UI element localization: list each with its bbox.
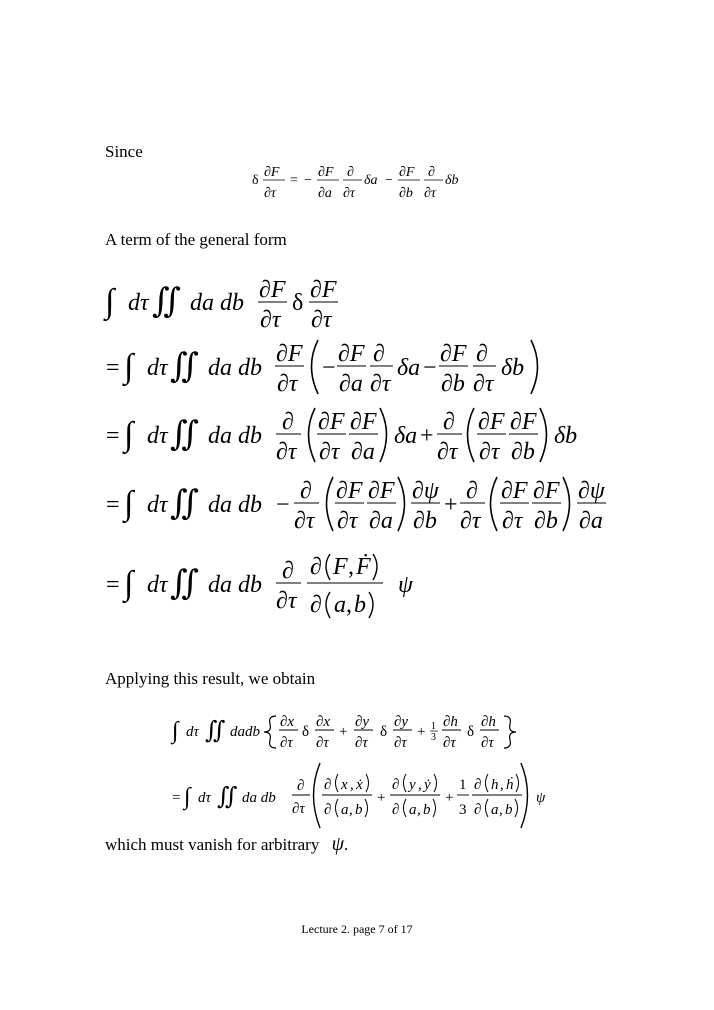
svg-text:a: a [341, 802, 349, 818]
svg-text:∂τ: ∂τ [355, 735, 368, 751]
equation-variation [0, 160, 714, 210]
svg-text:∂: ∂ [282, 409, 294, 435]
svg-text:∂τ: ∂τ [424, 186, 436, 201]
svg-text:∂τ: ∂τ [370, 371, 391, 397]
svg-text:−: − [276, 492, 290, 518]
svg-text:∂: ∂ [297, 778, 305, 794]
derivation-line-2 [106, 340, 538, 397]
svg-text:dτ: dτ [186, 724, 199, 740]
svg-text:a: a [491, 802, 499, 818]
svg-text:a: a [334, 592, 346, 618]
svg-text:∂: ∂ [310, 592, 322, 618]
svg-text:∂τ: ∂τ [316, 735, 329, 751]
svg-text:∬: ∬ [170, 348, 199, 385]
svg-text:∂F: ∂F [336, 478, 363, 504]
equation-derivation [0, 262, 714, 642]
svg-text:∂ψ: ∂ψ [412, 478, 439, 504]
svg-text:da db: da db [208, 572, 262, 598]
since-text: Since [105, 142, 143, 161]
svg-text:∂b: ∂b [534, 508, 558, 534]
svg-text:∂a: ∂a [318, 186, 332, 201]
svg-text:∂F: ∂F [276, 341, 303, 367]
svg-text:da db: da db [208, 355, 262, 381]
svg-text:∫: ∫ [184, 784, 191, 810]
svg-text:∂b: ∂b [441, 371, 465, 397]
svg-text:∂: ∂ [373, 341, 385, 367]
svg-text:∂F: ∂F [318, 165, 334, 180]
svg-text:∂τ: ∂τ [311, 307, 332, 333]
equation-result [0, 700, 714, 840]
svg-text:=: = [106, 423, 120, 449]
svg-text:∂τ: ∂τ [394, 735, 407, 751]
svg-text:+: + [445, 790, 454, 806]
svg-text:∫: ∫ [172, 718, 179, 744]
svg-text:∂τ: ∂τ [443, 735, 456, 751]
svg-text:b: b [505, 802, 513, 818]
svg-text:∬: ∬ [152, 283, 181, 320]
svg-text:∂F: ∂F [338, 341, 365, 367]
svg-text:ψ: ψ [536, 790, 546, 806]
svg-text:∂τ: ∂τ [277, 371, 298, 397]
svg-text:1: 1 [431, 721, 436, 732]
svg-text:,: , [418, 777, 422, 793]
derivation-line-3 [106, 408, 577, 465]
svg-text:δ: δ [302, 724, 310, 740]
svg-text:∂τ: ∂τ [319, 439, 340, 465]
svg-text:da db: da db [208, 423, 262, 449]
svg-text:∂F: ∂F [350, 409, 377, 435]
result-line-2 [172, 763, 546, 828]
svg-text:∫: ∫ [105, 283, 115, 320]
svg-text:b: b [355, 802, 363, 818]
svg-text:∬: ∬ [170, 485, 199, 522]
svg-text:=: = [106, 355, 120, 381]
svg-text:∂b: ∂b [413, 508, 437, 534]
svg-text:∫: ∫ [124, 565, 134, 602]
derivation-line-1 [103, 277, 338, 333]
svg-text:x: x [341, 777, 348, 793]
svg-text:∬: ∬ [205, 718, 226, 744]
svg-text:∂τ: ∂τ [343, 186, 355, 201]
svg-text:∂x: ∂x [280, 714, 295, 730]
svg-text:∫: ∫ [124, 348, 134, 385]
svg-text:∂F: ∂F [440, 341, 467, 367]
derivation-line-5 [106, 554, 414, 618]
svg-text:da db: da db [190, 290, 244, 316]
svg-text:∂τ: ∂τ [337, 508, 358, 534]
applying-text: Applying this result, we obtain [105, 669, 316, 688]
svg-text:δa: δa [397, 355, 421, 381]
svg-text:∂F: ∂F [510, 409, 537, 435]
svg-text:∂: ∂ [392, 777, 400, 793]
svg-text:∂: ∂ [347, 165, 354, 180]
term-intro-text: A term of the general form [105, 230, 287, 249]
svg-text:∬: ∬ [170, 565, 199, 602]
svg-text:∂: ∂ [443, 409, 455, 435]
svg-text:+: + [339, 724, 348, 740]
svg-text:dτ: dτ [147, 572, 168, 598]
svg-text:∂τ: ∂τ [502, 508, 523, 534]
svg-text:a: a [409, 802, 417, 818]
svg-text:∂F: ∂F [501, 478, 528, 504]
svg-text:∂τ: ∂τ [437, 439, 458, 465]
svg-text:∂: ∂ [310, 554, 322, 580]
svg-text:dτ: dτ [198, 790, 211, 806]
svg-text:δ: δ [380, 724, 388, 740]
svg-text:dτ: dτ [147, 492, 168, 518]
svg-text:=: = [290, 173, 298, 188]
svg-text:δb: δb [554, 423, 578, 449]
svg-text:dτ: dτ [147, 355, 168, 381]
svg-text:+: + [417, 724, 426, 740]
svg-text:∂τ: ∂τ [276, 588, 297, 614]
svg-text:∂y: ∂y [394, 714, 409, 730]
svg-text:dτ: dτ [128, 290, 149, 316]
svg-text:−: − [385, 173, 393, 188]
svg-text:∂F: ∂F [310, 277, 337, 303]
svg-text:h: h [491, 777, 499, 793]
svg-text:∂F: ∂F [533, 478, 560, 504]
svg-text:∂x: ∂x [316, 714, 331, 730]
svg-text:∂τ: ∂τ [260, 307, 281, 333]
svg-text:∂b: ∂b [511, 439, 535, 465]
svg-text:∂τ: ∂τ [280, 735, 293, 751]
svg-text:−: − [304, 173, 312, 188]
svg-text:∂h: ∂h [481, 714, 496, 730]
svg-text:δ: δ [467, 724, 475, 740]
svg-text:∂a: ∂a [369, 508, 393, 534]
svg-text:∂ψ: ∂ψ [578, 478, 605, 504]
svg-text:−: − [322, 355, 336, 381]
svg-text:∂y: ∂y [355, 714, 370, 730]
vanish-period: . [344, 835, 349, 854]
vanish-text: which must vanish for arbitrary [105, 835, 320, 854]
svg-text:,: , [500, 777, 504, 793]
svg-text:3: 3 [459, 802, 467, 818]
svg-text:∂F: ∂F [368, 478, 395, 504]
result-line-1 [170, 714, 516, 751]
psi-symbol: ψ [331, 833, 345, 855]
svg-text:∂τ: ∂τ [473, 371, 494, 397]
svg-text:∂: ∂ [474, 802, 482, 818]
svg-text:b: b [354, 592, 366, 618]
svg-text:∂: ∂ [300, 478, 312, 504]
svg-text:∂τ: ∂τ [481, 735, 494, 751]
svg-text:∂τ: ∂τ [264, 186, 276, 201]
svg-text:∂: ∂ [428, 165, 435, 180]
svg-text:+: + [444, 492, 458, 518]
svg-text:+: + [420, 423, 434, 449]
svg-text:+: + [377, 790, 386, 806]
svg-text:1: 1 [459, 777, 467, 793]
svg-text:∂τ: ∂τ [292, 801, 305, 817]
svg-text:δb: δb [501, 355, 525, 381]
svg-text:∂a: ∂a [339, 371, 363, 397]
svg-text:∬: ∬ [170, 416, 199, 453]
svg-text:∂F: ∂F [259, 277, 286, 303]
svg-text:dτ: dτ [147, 423, 168, 449]
derivation-line-4 [106, 477, 606, 534]
svg-text:∂τ: ∂τ [294, 508, 315, 534]
svg-text:∂: ∂ [324, 777, 332, 793]
svg-text:=: = [172, 790, 181, 806]
svg-text:=: = [106, 492, 120, 518]
svg-text:b: b [423, 802, 431, 818]
svg-text:,: , [346, 592, 352, 618]
svg-text:∂: ∂ [476, 341, 488, 367]
svg-text:δ: δ [252, 173, 259, 188]
svg-text:,: , [350, 777, 354, 793]
svg-text:∂a: ∂a [351, 439, 375, 465]
svg-text:∂b: ∂b [399, 186, 413, 201]
svg-text:∂: ∂ [282, 558, 294, 584]
svg-text:∂τ: ∂τ [479, 439, 500, 465]
svg-text:∫: ∫ [124, 416, 134, 453]
svg-text:,: , [348, 554, 354, 580]
svg-text:y: y [409, 777, 416, 793]
svg-text:δb: δb [445, 173, 459, 188]
svg-text:∂: ∂ [324, 802, 332, 818]
svg-text:∂: ∂ [392, 802, 400, 818]
svg-text:∂τ: ∂τ [276, 439, 297, 465]
svg-text:∂: ∂ [474, 777, 482, 793]
svg-text:∂F: ∂F [264, 165, 280, 180]
page-footer: Lecture 2. page 7 of 17 [301, 922, 413, 936]
svg-text:dadb: dadb [230, 724, 260, 740]
svg-text:δ: δ [292, 290, 304, 316]
svg-text:δa: δa [394, 423, 418, 449]
svg-text:∂F: ∂F [478, 409, 505, 435]
svg-text:∂a: ∂a [579, 508, 603, 534]
svg-text:Ḟ: Ḟ [356, 554, 371, 580]
svg-text:da db: da db [208, 492, 262, 518]
svg-text:,: , [417, 802, 421, 818]
svg-text:da db: da db [242, 790, 276, 806]
svg-text:ẏ: ẏ [424, 777, 431, 793]
svg-text:−: − [423, 355, 437, 381]
svg-text:∂τ: ∂τ [460, 508, 481, 534]
svg-text:ḣ: ḣ [506, 777, 514, 793]
svg-text:ẋ: ẋ [356, 777, 363, 793]
svg-text:,: , [349, 802, 353, 818]
svg-text:,: , [499, 802, 503, 818]
svg-text:F: F [333, 554, 348, 580]
svg-text:δa: δa [364, 173, 378, 188]
svg-text:∫: ∫ [124, 485, 134, 522]
svg-text:∬: ∬ [217, 784, 238, 810]
svg-text:∂h: ∂h [443, 714, 458, 730]
svg-text:∂: ∂ [466, 478, 478, 504]
svg-text:3: 3 [431, 732, 436, 743]
svg-text:=: = [106, 572, 120, 598]
svg-text:∂F: ∂F [399, 165, 415, 180]
svg-text:ψ: ψ [398, 572, 413, 598]
svg-text:∂F: ∂F [318, 409, 345, 435]
